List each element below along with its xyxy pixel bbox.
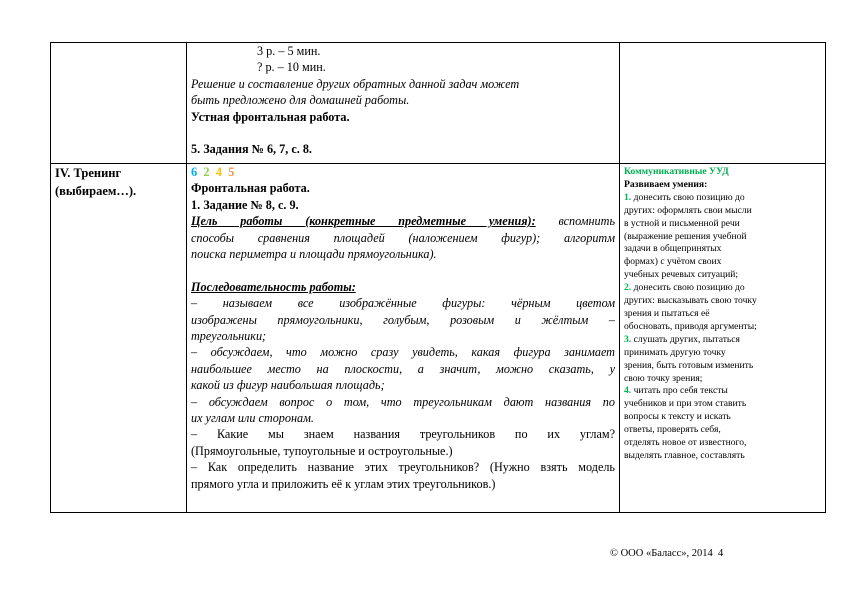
- sequence-heading: Последовательность работы:: [191, 279, 356, 294]
- text-line: прямого угла и приложить её к углам этих треугольников.): [191, 476, 496, 491]
- uud-line: [624, 360, 821, 373]
- uud-text: донесить свою позицию до: [633, 191, 745, 203]
- uud-line: [624, 385, 821, 398]
- task-heading: 1. Задание № 8, с. 9.: [191, 197, 299, 212]
- uud-number: 1.: [624, 191, 632, 203]
- text-line: способы сравнения площадей (наложением фигур); алгоритм: [191, 230, 615, 245]
- uud-title: Коммуникативные УУД: [624, 166, 729, 177]
- uud-line: [624, 243, 821, 256]
- text-line: Фронтальная работа.: [191, 181, 310, 196]
- uud-line: [624, 295, 821, 308]
- text-line: – обсуждаем, что можно сразу увидеть, какая фигура занимает: [191, 345, 615, 360]
- uud-text: задачи в общепринятых: [624, 243, 722, 255]
- page-footer: [610, 548, 723, 559]
- stage-cell: [51, 164, 187, 513]
- uud-text: читать про себя тексты: [633, 385, 728, 397]
- uud-line: [624, 205, 821, 218]
- text-line: (Прямоугольные, тупоугольные и остроугольные.): [191, 443, 453, 458]
- uud-text: учебников и при этом ставить: [624, 398, 747, 410]
- uud-line: [624, 334, 821, 347]
- uud-line: [624, 231, 821, 244]
- uud-line: [624, 218, 821, 231]
- table-row: [51, 164, 826, 513]
- difficulty-levels: [191, 164, 615, 180]
- uud-text: вопросы к тексту и искать: [624, 411, 731, 423]
- uud-number: 3.: [624, 333, 632, 345]
- uud-line: [624, 424, 821, 437]
- uud-text: свою точку зрения;: [624, 372, 703, 384]
- text-line: – Как определить название этих треугольников? (Нужно взять модель: [191, 460, 615, 475]
- task-heading: 5. Задания № 6, 7, с. 8.: [191, 142, 312, 157]
- uud-text: других: высказывать свою точку: [624, 295, 757, 307]
- uud-subtitle: Развиваем умения:: [624, 178, 708, 190]
- level-marker: 2: [203, 165, 210, 179]
- uud-text: других: оформлять свои мысли: [624, 204, 752, 216]
- uud-line: [624, 269, 821, 282]
- uud-text: в устной и письменной речи: [624, 217, 740, 229]
- level-marker: 4: [215, 165, 222, 179]
- goal-text: вспомнить: [558, 214, 615, 229]
- uud-text: учебных речевых ситуаций;: [624, 269, 739, 281]
- text-line: – обсуждаем вопрос о том, что треугольникам дают названия по: [191, 394, 615, 409]
- level-marker: 5: [228, 165, 235, 179]
- uud-text: слушать других, пытаться: [633, 333, 740, 345]
- uud-line: [624, 321, 821, 334]
- text-line: наибольшее место на плоскости, а значит, можно сказать, у: [191, 361, 615, 376]
- text-line: Решение и составление других обратных данной задач может: [191, 76, 520, 91]
- uud-text: зрения, быть готовым изменить: [624, 359, 754, 371]
- text-line: треугольники;: [191, 329, 267, 344]
- uud-text: зрения и пытаться её: [624, 307, 710, 319]
- uud-text: выделять главное, составлять: [624, 449, 745, 461]
- uud-line: [624, 450, 821, 463]
- uud-text: принимать другую точку: [624, 346, 726, 358]
- text-line: их углам или сторонам.: [191, 411, 314, 426]
- uud-cell: [620, 164, 826, 513]
- uud-line: [624, 308, 821, 321]
- text-line: 3 р. – 5 мин.: [257, 44, 321, 58]
- uud-line: [624, 282, 821, 295]
- uud-text: отделять новое от известного,: [624, 437, 747, 449]
- uud-line: [624, 373, 821, 386]
- content-cell: [187, 164, 620, 513]
- uud-line: [624, 192, 821, 205]
- uud-line: [624, 347, 821, 360]
- text-line: Устная фронтальная работа.: [191, 109, 350, 124]
- uud-line: [624, 437, 821, 450]
- content-cell: [187, 43, 620, 164]
- goal-line: [191, 213, 615, 229]
- stage-subtitle: (выбираем…).: [55, 184, 137, 198]
- page-number: 4: [717, 548, 724, 559]
- uud-cell-empty: [620, 43, 826, 164]
- stage-title: IV. Тренинг: [55, 166, 122, 180]
- goal-label: Цель работы (конкретные предметные умения):: [191, 214, 536, 229]
- text-line: поиска периметра и площади прямоугольника).: [191, 247, 437, 262]
- lesson-table: [50, 42, 826, 513]
- uud-line: [624, 256, 821, 269]
- uud-list: [624, 192, 821, 463]
- stage-cell-empty: [51, 43, 187, 164]
- uud-number: 2.: [624, 282, 632, 294]
- copyright-text: © ООО «Баласс», 2014: [610, 548, 713, 559]
- uud-text: обосновать, приводя аргументы;: [624, 320, 757, 332]
- text-line: – Какие мы знаем названия треугольников по их углам?: [191, 427, 615, 442]
- level-marker: 6: [191, 165, 198, 179]
- uud-text: донесить свою позицию до: [633, 282, 745, 294]
- text-line: быть предложено для домашней работы.: [191, 93, 410, 108]
- uud-text: (выражение решения учебной: [624, 230, 747, 242]
- uud-number: 4.: [624, 385, 632, 397]
- text-line: ? р. – 10 мин.: [257, 60, 326, 75]
- uud-text: ответы, проверять себя,: [624, 424, 721, 436]
- text-line: изображены прямоугольники, голубым, розовым и жёлтым –: [191, 312, 615, 327]
- table-row: [51, 43, 826, 164]
- uud-line: [624, 411, 821, 424]
- uud-line: [624, 398, 821, 411]
- uud-text: формах) с учётом своих: [624, 256, 722, 268]
- text-line: какой из фигур наибольшая площадь;: [191, 378, 385, 393]
- text-line: – называем все изображённые фигуры: чёрным цветом: [191, 296, 615, 311]
